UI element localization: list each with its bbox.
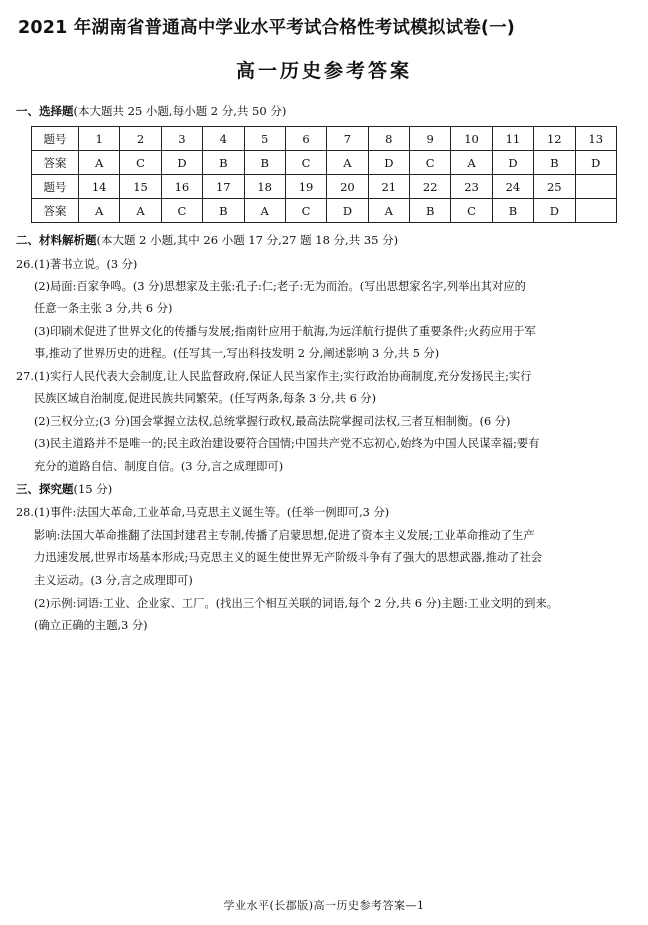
- question-number-cell: 20: [327, 175, 368, 199]
- question-number-cell: 11: [492, 127, 533, 151]
- question-number-cell: 7: [327, 127, 368, 151]
- answer-cell: A: [451, 151, 492, 175]
- answer-line: (2)局面:百家争鸣。(3 分)思想家及主张:孔子:仁;老子:无为而治。(写出思想家名字,列举出其对应的: [34, 280, 526, 293]
- answer-cell: A: [244, 199, 285, 223]
- answer-cell: B: [534, 151, 575, 175]
- answer-line: 力迅速发展,世界市场基本形成;马克思主义的诞生使世界无产阶级斗争有了强大的思想武器,推动了社会: [34, 551, 543, 564]
- page-subtitle: 高一历史参考答案: [235, 60, 412, 82]
- answer-line: 任意一条主张 3 分,共 6 分): [34, 302, 173, 315]
- answer-cell: A: [327, 151, 368, 175]
- answer-cell: A: [79, 151, 120, 175]
- answer-line: (3)民主道路并不是唯一的;民主政治建设要符合国情;中国共产党不忘初心,始终为中国人民谋幸福;要有: [34, 437, 540, 450]
- answer-line: 事,推动了世界历史的进程。(任写其一,写出科技发明 2 分,阐述影响 3 分,共 5 分): [34, 347, 440, 360]
- section-2-desc: (本大题 2 小题,其中 26 小题 17 分,27 题 18 分,共 35 分): [96, 233, 399, 247]
- answer-line: (3)印刷术促进了世界文化的传播与发展;指南针应用于航海,为远洋航行提供了重要条件;火药应用于军: [34, 325, 536, 338]
- answer-cell: D: [575, 151, 617, 175]
- question-number-cell: [575, 175, 617, 199]
- question-number-cell: 5: [244, 127, 285, 151]
- question-number-cell: 4: [203, 127, 244, 151]
- question-number-cell: 10: [451, 127, 492, 151]
- question-number-cell: 6: [285, 127, 326, 151]
- answer-cell: A: [120, 199, 161, 223]
- answer-cell: D: [327, 199, 368, 223]
- question-number-cell: 22: [410, 175, 451, 199]
- question-number-cell: 25: [534, 175, 575, 199]
- answer-line: (2)三权分立;(3 分)国会掌握立法权,总统掌握行政权,最高法院掌握司法权,三者互相制衡。(6 分): [34, 415, 511, 428]
- answer-line: 充分的道路自信、制度自信。(3 分,言之成理即可): [34, 460, 284, 473]
- question-number-cell: 9: [410, 127, 451, 151]
- question-number-cell: 24: [492, 175, 533, 199]
- answer-cell: D: [492, 151, 533, 175]
- answer-cell: D: [161, 151, 202, 175]
- question-number-cell: 12: [534, 127, 575, 151]
- section-3-desc: (15 分): [73, 482, 113, 496]
- answer-cell: C: [410, 151, 451, 175]
- answer-cell: A: [79, 199, 120, 223]
- question-number-cell: 3: [161, 127, 202, 151]
- section-3-heading: [16, 481, 112, 497]
- question-number-cell: 18: [244, 175, 285, 199]
- question-number-cell: 2: [120, 127, 161, 151]
- row-label-question-number: 题号: [32, 127, 79, 151]
- page-footer: 学业水平(长郡版)高一历史参考答案—1: [223, 899, 425, 912]
- answer-line: 影响:法国大革命推翻了法国封建君主专制,传播了启蒙思想,促进了资本主义发展;工业革命推动了生产: [34, 529, 535, 542]
- question-number-row: [32, 175, 617, 199]
- answer-line: 27.(1)实行人民代表大会制度,让人民监督政府,保证人民当家作主;实行政治协商制度,充分发扬民主;实行: [16, 370, 532, 383]
- section-1-desc: (本大题共 25 小题,每小题 2 分,共 50 分): [73, 104, 287, 118]
- section-2-heading: [16, 232, 398, 248]
- answer-row: [32, 199, 617, 223]
- question-number-cell: 1: [79, 127, 120, 151]
- answer-line: 民族区域自治制度,促进民族共同繁荣。(任写两条,每条 3 分,共 6 分): [34, 392, 377, 405]
- answer-line: 主义运动。(3 分,言之成理即可): [34, 574, 193, 587]
- answer-cell: B: [410, 199, 451, 223]
- answer-cell: B: [203, 151, 244, 175]
- answer-cell: C: [285, 151, 326, 175]
- answer-cell: [575, 199, 617, 223]
- answer-cell: B: [244, 151, 285, 175]
- answer-cell: C: [161, 199, 202, 223]
- answer-cell: B: [492, 199, 533, 223]
- question-number-cell: 23: [451, 175, 492, 199]
- answer-cell: C: [120, 151, 161, 175]
- question-number-cell: 15: [120, 175, 161, 199]
- question-number-cell: 13: [575, 127, 617, 151]
- question-number-cell: 14: [79, 175, 120, 199]
- answer-cell: C: [451, 199, 492, 223]
- question-number-cell: 19: [285, 175, 326, 199]
- exam-title: 2021 年湖南省普通高中学业水平考试合格性考试模拟试卷(一): [18, 18, 515, 38]
- question-number-cell: 17: [203, 175, 244, 199]
- answer-line: 26.(1)著书立说。(3 分): [16, 258, 138, 271]
- answer-line: (确立正确的主题,3 分): [34, 619, 148, 632]
- question-number-cell: 16: [161, 175, 202, 199]
- question-number-cell: 8: [368, 127, 409, 151]
- answer-line: (2)示例:词语:工业、企业家、工厂。(找出三个相互关联的词语,每个 2 分,共 6 分)主题:工业文明的到来。: [34, 597, 559, 610]
- answer-cell: C: [285, 199, 326, 223]
- answer-cell: A: [368, 199, 409, 223]
- row-label-answer: 答案: [32, 151, 79, 175]
- section-1-label: 一、选择题: [16, 104, 74, 118]
- answer-cell: D: [368, 151, 409, 175]
- row-label-question-number: 题号: [32, 175, 79, 199]
- answer-cell: D: [534, 199, 575, 223]
- answer-table: [31, 126, 617, 223]
- answer-row: [32, 151, 617, 175]
- section-1-heading: [16, 103, 286, 119]
- question-number-row: [32, 127, 617, 151]
- section-3-label: 三、探究题: [16, 482, 74, 496]
- answer-line: 28.(1)事件:法国大革命,工业革命,马克思主义诞生等。(任举一例即可,3 分): [16, 506, 390, 519]
- section-2-label: 二、材料解析题: [16, 233, 97, 247]
- question-number-cell: 21: [368, 175, 409, 199]
- answer-cell: B: [203, 199, 244, 223]
- row-label-answer: 答案: [32, 199, 79, 223]
